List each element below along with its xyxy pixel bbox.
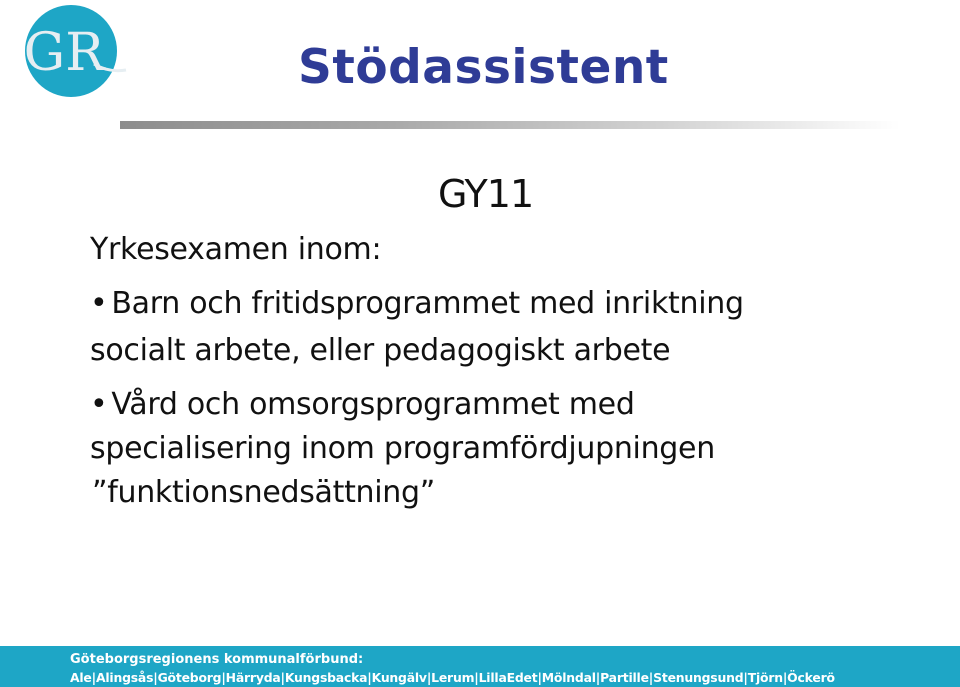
bullet-icon: • bbox=[90, 286, 108, 321]
footer-municipalities: Ale|Alingsås|Göteborg|Härryda|Kungsbacka|Kungälv|Lerum|LillaEdet|Mölndal|Partille|Stenungsund|Tjörn|Öckerö bbox=[70, 670, 835, 685]
curriculum-label: GY11 bbox=[438, 172, 534, 216]
gr-logo-icon bbox=[24, 4, 128, 98]
bullet-2-text-a: Vård och omsorgsprogrammet med bbox=[111, 387, 635, 422]
bullet-1-line-1 bbox=[90, 286, 744, 321]
intro-text: Yrkesexamen inom: bbox=[90, 232, 382, 267]
footer-bar bbox=[0, 646, 960, 687]
title-divider bbox=[120, 121, 900, 129]
logo-text: GR bbox=[24, 23, 105, 83]
bullet-2-line-3: ”funktionsnedsättning” bbox=[92, 475, 435, 510]
bullet-1-line-2: socialt arbete, eller pedagogiskt arbete bbox=[90, 333, 671, 368]
footer-organization: Göteborgsregionens kommunalförbund: bbox=[70, 652, 364, 667]
bullet-icon: • bbox=[90, 387, 108, 422]
slide-title: Stödassistent bbox=[298, 40, 669, 95]
bullet-1-text-a: Barn och fritidsprogrammet med inriktning bbox=[111, 286, 744, 321]
bullet-2-line-1 bbox=[90, 387, 635, 422]
bullet-2-line-2: specialisering inom programfördjupningen bbox=[90, 431, 715, 466]
